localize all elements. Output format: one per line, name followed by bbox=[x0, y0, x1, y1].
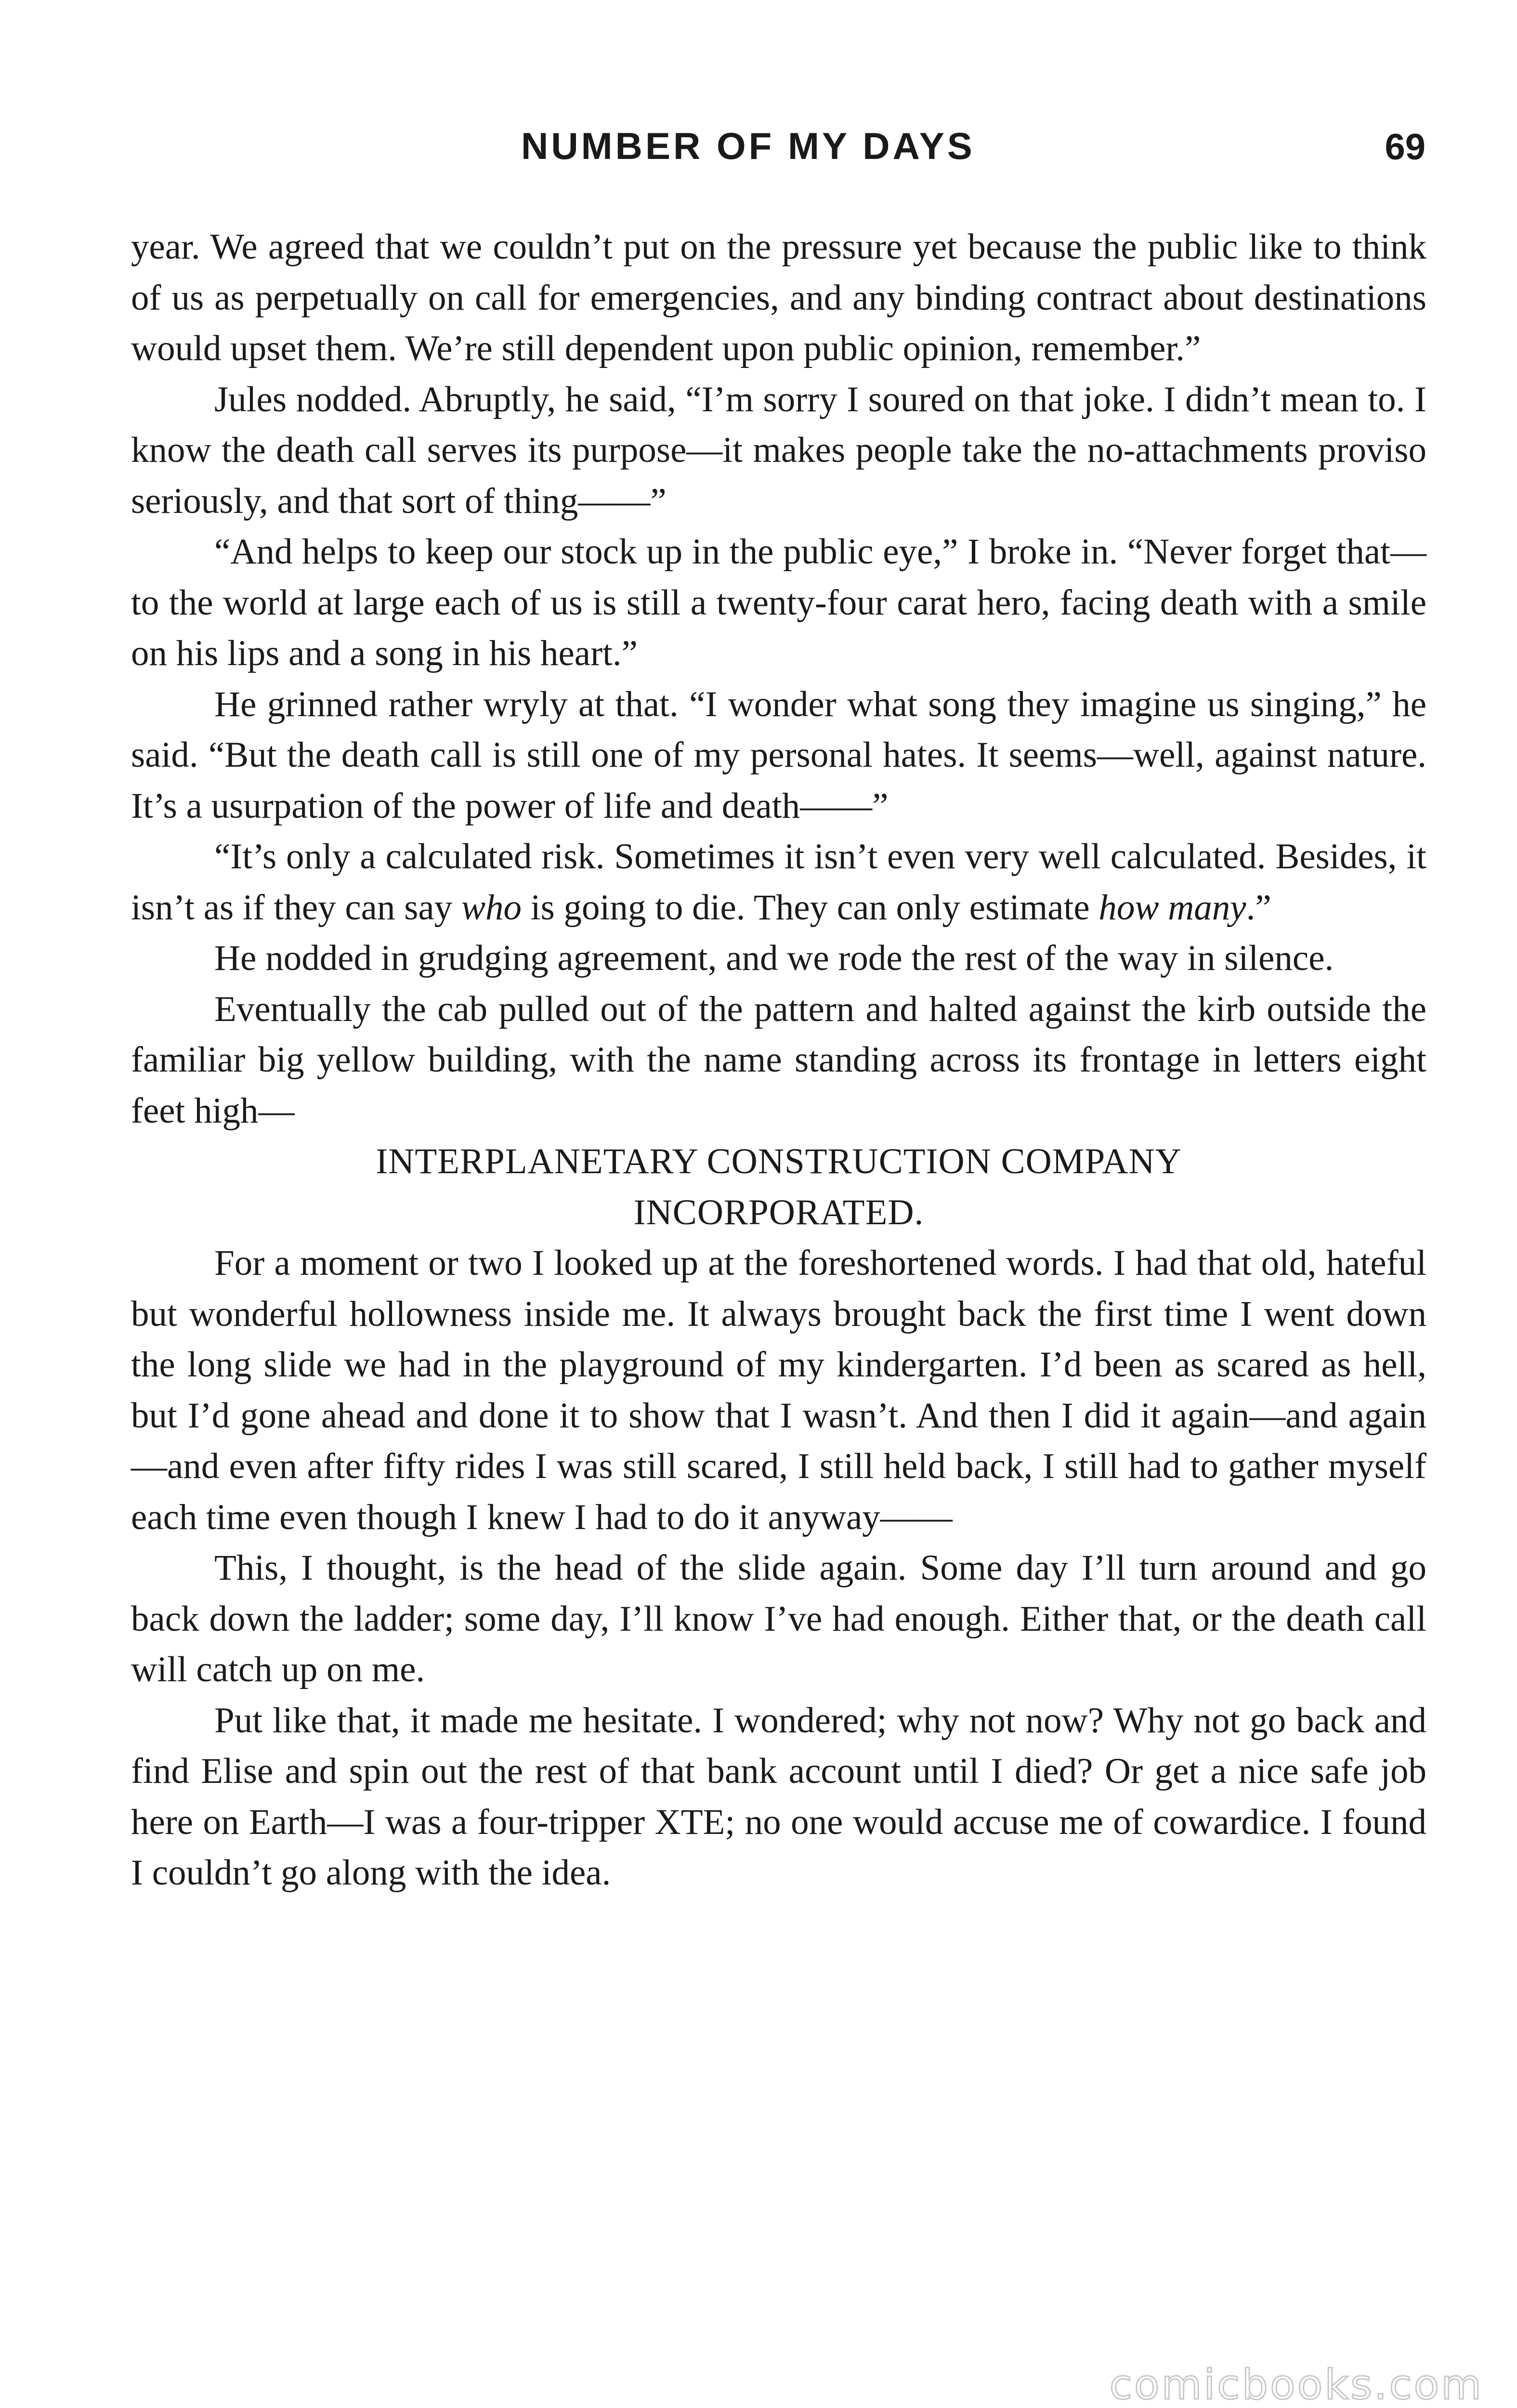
paragraph: year. We agreed that we couldn’t put on the pressure yet because the public like to think of us as perpetually on call for emergencies, and any binding contract about destinations would upset them. We’re still dependent upon public opinion, remember.” bbox=[131, 227, 1426, 368]
paragraph: “And helps to keep our stock up in the public eye,” I broke in. “Never forget that—to the world at large each of us is still a twenty-four carat hero, facing death with a smile on his lips and a song in his heart.” bbox=[131, 532, 1426, 673]
running-head: NUMBER OF MY DAYS bbox=[521, 125, 975, 167]
emphasis: how many bbox=[1099, 887, 1246, 928]
watermark: comicbooks.com bbox=[1109, 2361, 1483, 2408]
company-sign-line-2: INCORPORATED. bbox=[633, 1192, 924, 1232]
emphasis: who bbox=[461, 887, 522, 928]
paragraph: He nodded in grudging agreement, and we rode the rest of the way in silence. bbox=[214, 938, 1334, 978]
company-sign-line-1: INTERPLANETARY CONSTRUCTION COMPANY bbox=[376, 1141, 1182, 1181]
page-number: 69 bbox=[1385, 127, 1425, 168]
company-sign bbox=[131, 1136, 1426, 1238]
paragraph: This, I thought, is the head of the slide again. Some day I’ll turn around and go back down the ladder; some day, I’ll know I’ve had enough. Either that, or the death call will catch up on me. bbox=[131, 1548, 1426, 1689]
paragraph-text: “It’s only a calculated risk. Sometimes it isn’t even very well calculated. Besides, it isn’t as if they can say bbox=[131, 837, 1426, 928]
paragraph-with-emphasis bbox=[131, 831, 1426, 933]
paragraph-text: is going to die. They can only estimate bbox=[521, 887, 1099, 928]
paragraph: Put like that, it made me hesitate. I wondered; why not now? Why not go back and find Elise and spin out the rest of that bank account until I died? Or get a nice safe job here on Earth—I was a four-tripper XTE; no one would accuse me of cowardice. I found I couldn’t go along with the idea. bbox=[131, 1700, 1426, 1893]
body-text bbox=[131, 222, 1426, 1898]
paragraph: For a moment or two I looked up at the foreshortened words. I had that old, hateful but wonderful hollowness inside me. It always brought back the first time I went down the long slide we had in the playground of my kindergarten. I’d been as scared as hell, but I’d gone ahead and done it to show that I wasn’t. And then I did it again—and again—and even after fifty rides I was still scared, I still held back, I still had to gather myself each time even though I knew I had to do it anyway—— bbox=[131, 1243, 1426, 1537]
paragraph: Jules nodded. Abruptly, he said, “I’m sorry I soured on that joke. I didn’t mean to. I know the death call serves its purpose—it makes people take the no-attachments proviso seriously, and that sort of thing——” bbox=[131, 379, 1426, 521]
paragraph: Eventually the cab pulled out of the pattern and halted against the kirb outside the familiar big yellow building, with the name standing across its frontage in letters eight feet high— bbox=[131, 989, 1426, 1131]
paragraph: He grinned rather wryly at that. “I wonder what song they imagine us singing,” he said. “But the death call is still one of my personal hates. It seems—well, against nature. It’s a usurpation of the power of life and death——” bbox=[131, 684, 1426, 826]
paragraph-text: .” bbox=[1246, 887, 1271, 928]
